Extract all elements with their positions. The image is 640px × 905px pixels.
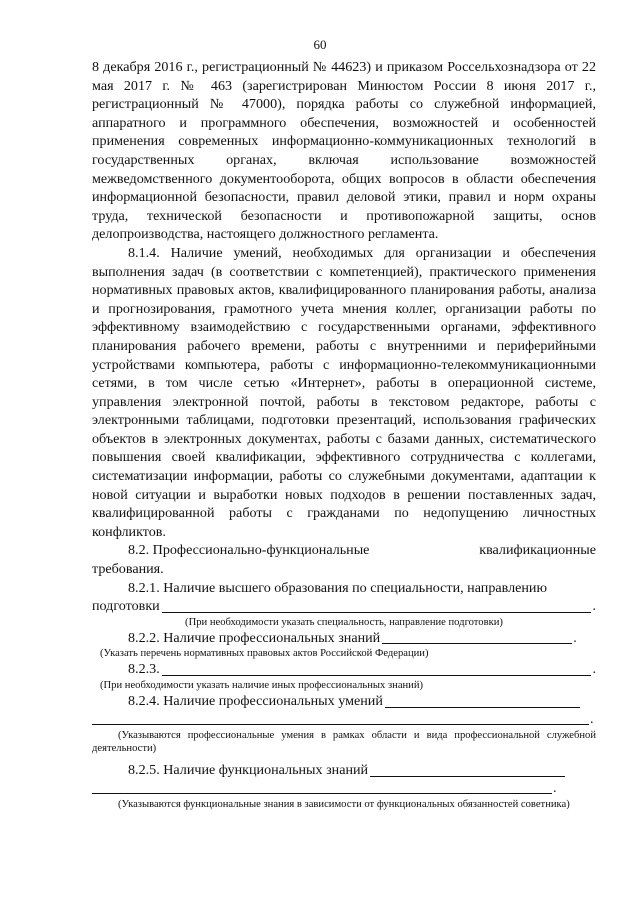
item-8-2-5-blank [370, 763, 565, 777]
item-8-2-4-note: (Указываются профессиональные умения в рамках области и вида профессиональной служебной деятельности) [92, 730, 596, 755]
section-8-2-title-right: квалификационные [479, 542, 596, 559]
item-8-2-4-continuation: . [92, 711, 596, 730]
item-8-2-1-fill-row: подготовки . [92, 598, 596, 615]
item-8-2-1-blank [162, 599, 592, 613]
item-8-2-5-note: (Указываются функциональные знания в зависимости от функциональных обязанностей советника) [118, 799, 570, 811]
item-8-2-1: 8.2.1. Наличие высшего образования по специальности, направлению [128, 579, 547, 596]
item-8-2-1-note: (При необходимости указать специальность, направление подготовки) [185, 616, 503, 628]
document-body [92, 58, 596, 811]
item-8-2-2-blank [382, 630, 572, 644]
item-8-2-2: 8.2.2. Наличие профессиональных знаний . [128, 629, 577, 646]
paragraph-continuation: 8 декабря 2016 г., регистрационный № 44623) и приказом Россельхознадзора от 22 мая 2017 г. № 463 (зарегистрирован Минюстом России 8 июня 2017 г., регистрационный № 47000), порядка работы со служебной информацией, аппаратного и программного обеспечения, возможностей и особенностей применения современных информационно-коммуникационных технологий в государственных органах, включая использование возможностей межведомственного документооборота, общих вопросов в области обеспечения информационной безопасности, правил деловой этики, правил и норм охраны труда, технической безопасности и противопожарной защиты, основ делопроизводства, настоящего должностного регламента. [92, 59, 596, 243]
section-8-2-title-left: 8.2. Профессионально-функциональные [128, 542, 370, 559]
page-number: 60 [313, 37, 327, 52]
item-8-2-3: 8.2.3. . [128, 661, 596, 678]
item-8-2-4-blank-line [92, 724, 589, 725]
item-8-2-4-blank [385, 694, 580, 708]
item-8-2-4: 8.2.4. Наличие профессиональных умений [92, 692, 596, 711]
paragraph-8-1-4: 8.1.4. Наличие умений, необходимых для организации и обеспечения выполнения задач (в соответствии с компетенцией), практического применения нормативных правовых актов, квалифицированного планирования работы, анализа и прогнозирования, грамотного учета мнения коллег, организации работы по эффективному взаимодействию с государственными органами, эффективного планирования рабочего времени, работы с внутренними и периферийными устройствами компьютера, работы с информационно-телекоммуникационными сетями, в том числе сетью «Интернет», работы в операционной системе, управления электронной почтой, работы в текстовом редакторе, работы с электронными таблицами, подготовки презентаций, использования графических объектов в электронных документах, работы с базами данных, систематического повышения своей квалификации, эффективного сотрудничества с коллегами, систематизации информации, работы со служебными документами, адаптации к новой ситуации и выработки новых подходов в решении поставленных задач, квалифицированной работы с гражданами по недопущению личностных конфликтов. [92, 244, 596, 540]
item-8-2-5-continuation: . [92, 780, 596, 799]
section-8-2-title-cont: требования. [92, 561, 164, 578]
item-8-2-3-blank [162, 662, 592, 676]
item-8-2-2-note: (Указать перечень нормативных правовых актов Российской Федерации) [100, 648, 429, 660]
item-8-2-5: 8.2.5. Наличие функциональных знаний [92, 761, 596, 780]
section-8-2-heading [92, 541, 596, 560]
item-8-2-3-note: (При необходимости указать наличие иных профессиональных знаний) [100, 680, 424, 691]
item-8-2-5-blank-line [92, 793, 552, 794]
